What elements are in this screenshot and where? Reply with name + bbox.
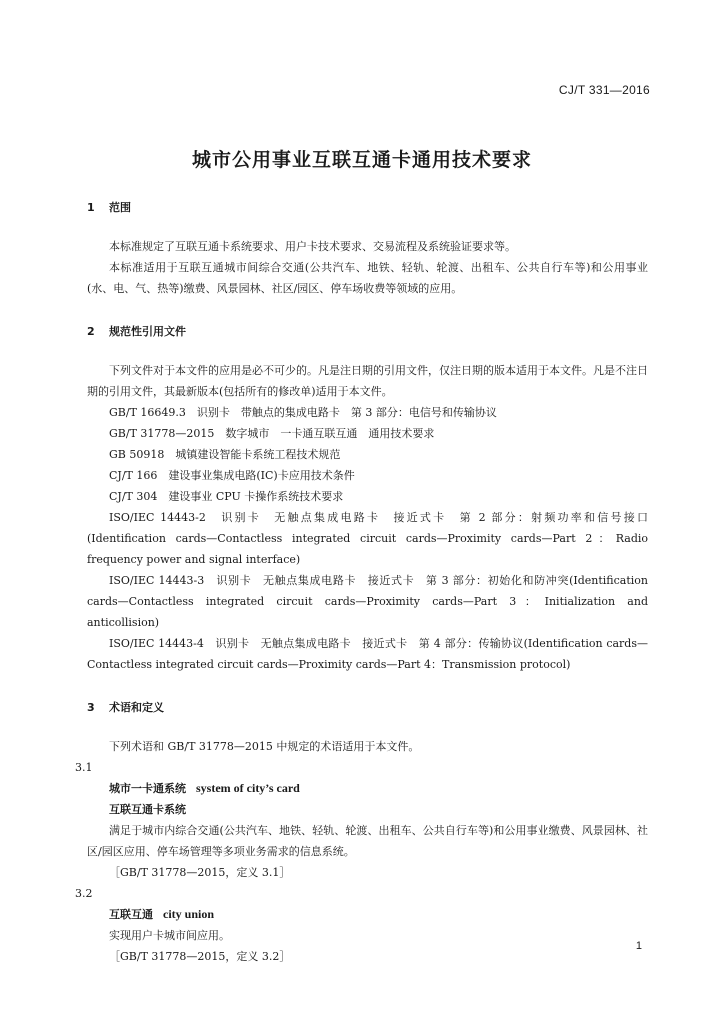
section-number: 2 — [87, 325, 95, 338]
normative-intro: 下列文件对于本文件的应用是必不可少的。凡是注日期的引用文件，仅注日期的版本适用于本文件。凡是不注日期的引用文件，其最新版本(包括所有的修改单)适用于本文件。 — [87, 364, 648, 398]
term-name — [87, 778, 648, 799]
reference-item: GB 50918 城镇建设智能卡系统工程技术规范 — [109, 448, 341, 461]
section-title: 规范性引用文件 — [109, 325, 186, 338]
section-3-heading — [87, 697, 648, 718]
term-synonym: 互联互通卡系统 — [109, 803, 186, 816]
term-english: system of city’s card — [196, 781, 300, 795]
reference-item: CJ/T 304 建设事业 CPU 卡操作系统技术要求 — [109, 490, 344, 503]
section-title: 术语和定义 — [109, 701, 164, 714]
term-english: city union — [163, 907, 215, 921]
standard-code: CJ/T 331—2016 — [558, 83, 650, 97]
term-chinese: 城市一卡通系统 — [109, 782, 186, 795]
terms-intro: 下列术语和 GB/T 31778—2015 中规定的术语适用于本文件。 — [109, 740, 420, 753]
reference-item: ISO/IEC 14443-4 识别卡 无触点集成电路卡 接近式卡 第 4 部分：传输协议(Identification cards—Contactless integrated circuit cards—Proximity cards—Part 4：Transmission protocol) — [87, 637, 648, 671]
page-number: 1 — [635, 940, 642, 952]
scope-paragraph: 本标准适用于互联互通城市间综合交通(公共汽车、地铁、轻轨、轮渡、出租车、公共自行车等)和公用事业(水、电、气、热等)缴费、风景园林、社区/园区、停车场收费等领域的应用。 — [87, 261, 648, 295]
term-definition: 实现用户卡城市间应用。 — [109, 929, 230, 942]
term-source: ［GB/T 31778—2015，定义 3.1］ — [109, 866, 291, 879]
term-definition: 满足于城市内综合交通(公共汽车、地铁、轻轨、轮渡、出租车、公共自行车等)和公用事业缴费、风景园林、社区/园区应用、停车场管理等多项业务需求的信息系统。 — [87, 824, 648, 858]
section-title: 范围 — [109, 201, 131, 214]
section-number: 3 — [87, 701, 95, 714]
term-entry-number: 3.1 — [75, 761, 93, 774]
reference-item: GB/T 16649.3 识别卡 带触点的集成电路卡 第 3 部分：电信号和传输协议 — [109, 406, 497, 419]
section-2-heading — [87, 321, 648, 342]
reference-item: ISO/IEC 14443-3 识别卡 无触点集成电路卡 接近式卡 第 3 部分：初始化和防冲突(Identification cards—Contactless integrated circuit cards—Proximity cards—Part 3：Initialization and anticollision) — [87, 574, 648, 629]
term-entry-number: 3.2 — [75, 887, 93, 900]
reference-item: GB/T 31778—2015 数字城市 一卡通互联互通 通用技术要求 — [109, 427, 435, 440]
term-name — [87, 904, 648, 925]
reference-item: ISO/IEC 14443-2 识别卡 无触点集成电路卡 接近式卡 第 2 部分：射频功率和信号接口(Identification cards—Contactless integrated circuit cards—Proximity cards—Part 2：Radio frequency power and signal interface) — [87, 511, 648, 566]
term-source: ［GB/T 31778—2015，定义 3.2］ — [109, 950, 291, 963]
section-number: 1 — [87, 201, 95, 214]
document-title: 城市公用事业互联互通卡通用技术要求 — [191, 149, 532, 171]
document-body — [75, 197, 648, 967]
reference-item: CJ/T 166 建设事业集成电路(IC)卡应用技术条件 — [109, 469, 355, 482]
term-chinese: 互联互通 — [109, 908, 153, 921]
section-1-heading — [87, 197, 648, 218]
scope-paragraph: 本标准规定了互联互通卡系统要求、用户卡技术要求、交易流程及系统验证要求等。 — [109, 240, 516, 253]
